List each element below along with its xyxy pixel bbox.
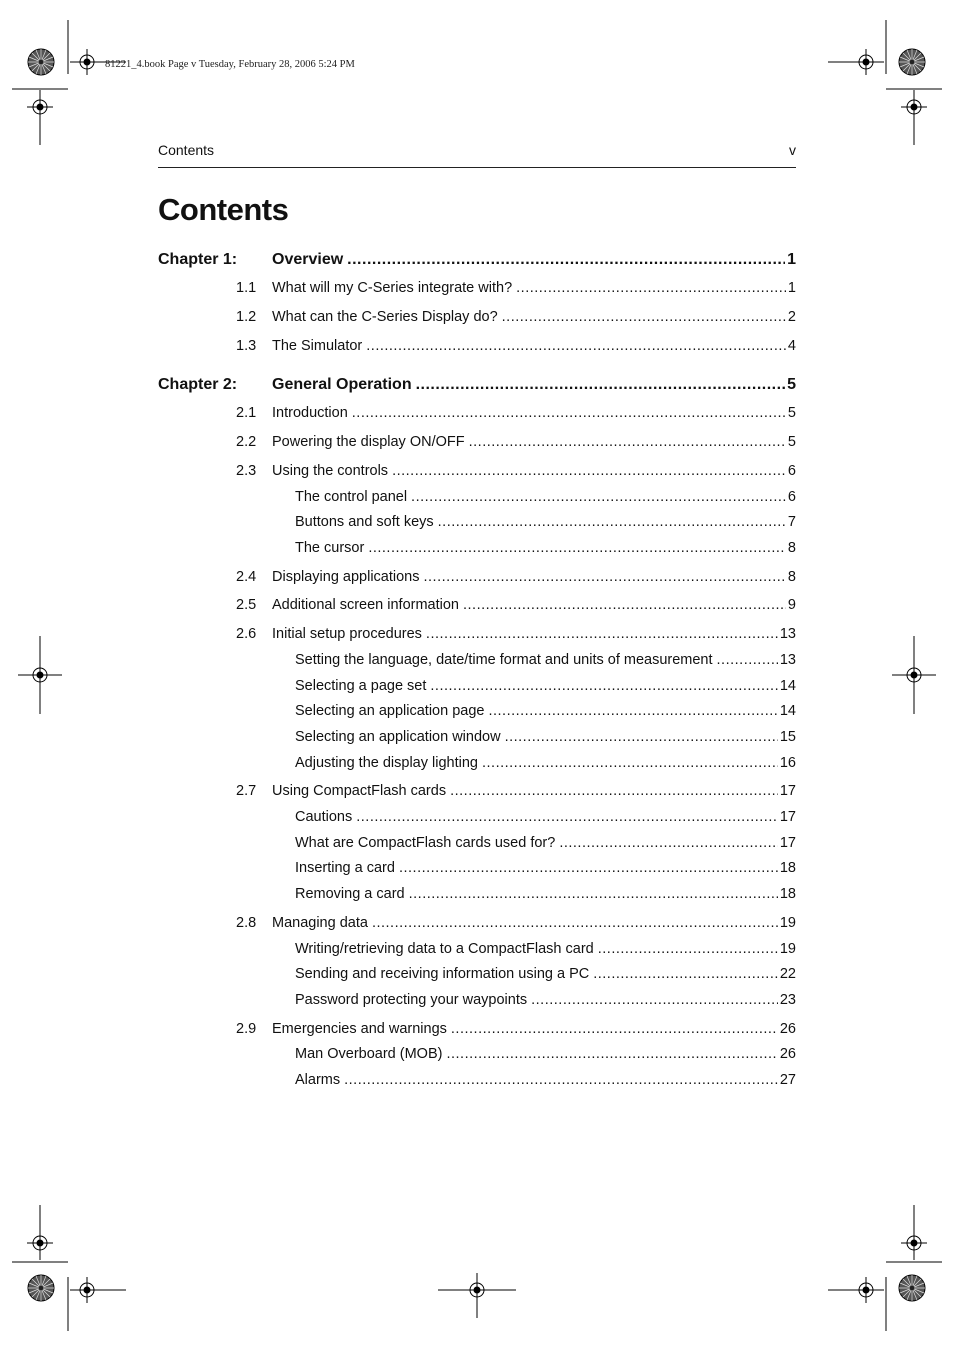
toc-entry-title: Emergencies and warnings <box>272 1021 447 1037</box>
toc-dot-leader <box>469 434 786 450</box>
toc-entry-link[interactable] <box>272 597 796 613</box>
toc-entry-page-number: 16 <box>779 755 796 771</box>
toc-dot-leader <box>446 1046 777 1062</box>
toc-entry-number: 1.3 <box>236 338 257 354</box>
toc-entry-page-number: 19 <box>779 915 796 931</box>
toc-dot-leader <box>450 783 778 799</box>
printer-slug: 81221_4.book Page v Tuesday, February 28, 2006 5:24 PM <box>105 59 355 70</box>
toc-section-row[interactable] <box>158 1021 796 1043</box>
toc-subsection-row[interactable] <box>158 966 796 988</box>
toc-section-row[interactable] <box>158 463 796 485</box>
toc-entry-page-number: 15 <box>779 729 796 745</box>
toc-entry-number: 2.7 <box>236 783 257 799</box>
toc-entry-link[interactable] <box>295 1046 796 1062</box>
toc-entry-link[interactable] <box>272 1021 796 1037</box>
toc-section-row[interactable] <box>158 280 796 302</box>
toc-entry-title: Using the controls <box>272 463 389 479</box>
toc-entry-number: 2.9 <box>236 1021 257 1037</box>
toc-dot-leader <box>516 280 786 296</box>
toc-entry-page-number: 8 <box>787 569 796 585</box>
toc-subsection-row[interactable] <box>158 860 796 882</box>
toc-subsection-row[interactable] <box>158 514 796 536</box>
toc-entry-page-number: 7 <box>787 514 796 530</box>
toc-entry-link[interactable] <box>295 1072 796 1088</box>
toc-entry-link[interactable] <box>295 886 796 902</box>
toc-dot-leader <box>717 652 778 668</box>
toc-entry-link[interactable] <box>295 652 796 668</box>
running-header <box>158 141 796 168</box>
toc-subsection-row[interactable] <box>158 489 796 511</box>
toc-entry-page-number: 5 <box>787 405 796 421</box>
toc-dot-leader <box>372 915 778 931</box>
toc-entry-link[interactable] <box>295 729 796 745</box>
toc-entry-title: Selecting an application page <box>295 703 485 719</box>
toc-entry-page-number: 13 <box>779 626 796 642</box>
toc-dot-leader <box>411 489 786 505</box>
toc-subsection-row[interactable] <box>158 540 796 562</box>
toc-entry-title: Selecting a page set <box>295 678 427 694</box>
toc-entry-page-number: 9 <box>787 597 796 613</box>
toc-dot-leader <box>488 703 777 719</box>
toc-dot-leader <box>347 251 785 269</box>
toc-entry-number: 2.2 <box>236 434 257 450</box>
toc-section-row[interactable] <box>158 405 796 427</box>
toc-entry-title: Sending and receiving information using a PC <box>295 966 590 982</box>
toc-subsection-row[interactable] <box>158 703 796 725</box>
toc-entry-title: Setting the language, date/time format and units of measurement <box>295 652 713 668</box>
toc-entry-page-number: 2 <box>787 309 796 325</box>
toc-dot-leader <box>416 376 786 394</box>
toc-entry-number: 2.8 <box>236 915 257 931</box>
toc-entry-link[interactable] <box>272 569 796 585</box>
toc-section-row[interactable] <box>158 783 796 805</box>
toc-entry-title: Additional screen information <box>272 597 459 613</box>
running-header-page-number: v <box>789 142 796 158</box>
toc-entry-page-number: 23 <box>779 992 796 1008</box>
toc-dot-leader <box>593 966 778 982</box>
toc-entry-page-number: 26 <box>779 1021 796 1037</box>
toc-entry-page-number: 8 <box>787 540 796 556</box>
toc-dot-leader <box>482 755 778 771</box>
toc-entry-number: 2.1 <box>236 405 257 421</box>
toc-dot-leader <box>598 941 778 957</box>
toc-entry-link[interactable] <box>295 489 796 505</box>
toc-entry-title: Adjusting the display lighting <box>295 755 478 771</box>
toc-dot-leader <box>366 338 786 354</box>
toc-entry-title: Introduction <box>272 405 348 421</box>
toc-entry-link[interactable] <box>272 434 796 450</box>
toc-section-row[interactable] <box>158 434 796 456</box>
toc-entry-page-number: 17 <box>779 809 796 825</box>
toc-subsection-row[interactable] <box>158 1046 796 1068</box>
toc-entry-link[interactable] <box>272 626 796 642</box>
toc-dot-leader <box>463 597 786 613</box>
toc-dot-leader <box>352 405 786 421</box>
toc-entry-link[interactable] <box>295 835 796 851</box>
toc-subsection-row[interactable] <box>158 809 796 831</box>
toc-dot-leader <box>451 1021 778 1037</box>
toc-section-row[interactable] <box>158 626 796 648</box>
toc-entry-page-number: 27 <box>779 1072 796 1088</box>
toc-chapter-row[interactable] <box>158 376 796 398</box>
toc-dot-leader <box>399 860 778 876</box>
toc-entry-title: Removing a card <box>295 886 405 902</box>
toc-entry-title: Buttons and soft keys <box>295 514 434 530</box>
toc-dot-leader <box>559 835 778 851</box>
toc-dot-leader <box>505 729 778 745</box>
page-title: Contents <box>158 192 289 227</box>
toc-subsection-row[interactable] <box>158 835 796 857</box>
toc-section-row[interactable] <box>158 309 796 331</box>
toc-entry-title: Overview <box>272 251 344 268</box>
toc-entry-page-number: 4 <box>787 338 796 354</box>
toc-entry-page-number: 19 <box>779 941 796 957</box>
toc-dot-leader <box>531 992 778 1008</box>
toc-entry-page-number: 6 <box>787 489 796 505</box>
toc-subsection-row[interactable] <box>158 755 796 777</box>
toc-entry-title: Powering the display ON/OFF <box>272 434 465 450</box>
toc-entry-link[interactable] <box>272 309 796 325</box>
toc-entry-number: 2.3 <box>236 463 257 479</box>
toc-entry-link[interactable] <box>295 703 796 719</box>
toc-dot-leader <box>409 886 778 902</box>
toc-entry-page-number: 17 <box>779 835 796 851</box>
toc-entry-link[interactable] <box>295 860 796 876</box>
toc-entry-link[interactable] <box>272 251 796 269</box>
toc-entry-title: Displaying applications <box>272 569 420 585</box>
toc-entry-page-number: 14 <box>779 703 796 719</box>
toc-entry-link[interactable] <box>295 809 796 825</box>
toc-entry-title: The control panel <box>295 489 408 505</box>
toc-entry-title: Using CompactFlash cards <box>272 783 447 799</box>
toc-dot-leader <box>368 540 786 556</box>
toc-entry-title: Selecting an application window <box>295 729 501 745</box>
toc-entry-link[interactable] <box>272 463 796 479</box>
toc-entry-page-number: 5 <box>787 376 796 393</box>
toc-entry-title: General Operation <box>272 376 412 393</box>
toc-subsection-row[interactable] <box>158 886 796 908</box>
toc-section-row[interactable] <box>158 338 796 360</box>
toc-subsection-row[interactable] <box>158 941 796 963</box>
toc-dot-leader <box>356 809 778 825</box>
toc-entry-title: The Simulator <box>272 338 363 354</box>
toc-dot-leader <box>424 569 786 585</box>
toc-entry-number: 1.2 <box>236 309 257 325</box>
toc-entry-link[interactable] <box>295 514 796 530</box>
toc-entry-title: What will my C-Series integrate with? <box>272 280 513 296</box>
toc-subsection-row[interactable] <box>158 678 796 700</box>
toc-entry-link[interactable] <box>295 678 796 694</box>
toc-subsection-row[interactable] <box>158 652 796 674</box>
toc-entry-page-number: 5 <box>787 434 796 450</box>
toc-entry-number: Chapter 2: <box>158 376 238 393</box>
toc-entry-page-number: 18 <box>779 886 796 902</box>
toc-entry-page-number: 22 <box>779 966 796 982</box>
toc-entry-link[interactable] <box>295 540 796 556</box>
toc-entry-title: Managing data <box>272 915 368 931</box>
toc-section-row[interactable] <box>158 915 796 937</box>
toc-entry-title: Writing/retrieving data to a CompactFlash card <box>295 941 594 957</box>
toc-entry-title: What are CompactFlash cards used for? <box>295 835 556 851</box>
toc-dot-leader <box>344 1072 778 1088</box>
toc-entry-link[interactable] <box>295 992 796 1008</box>
toc-entry-number: 2.5 <box>236 597 257 613</box>
toc-dot-leader <box>430 678 777 694</box>
toc-dot-leader <box>502 309 786 325</box>
toc-entry-page-number: 18 <box>779 860 796 876</box>
toc-entry-number: 2.6 <box>236 626 257 642</box>
toc-entry-title: Alarms <box>295 1072 341 1088</box>
toc-entry-title: Cautions <box>295 809 353 825</box>
toc-entry-link[interactable] <box>295 755 796 771</box>
running-header-title: Contents <box>158 142 215 158</box>
toc-entry-page-number: 14 <box>779 678 796 694</box>
toc-entry-page-number: 17 <box>779 783 796 799</box>
toc-entry-link[interactable] <box>272 376 796 394</box>
toc-entry-link[interactable] <box>272 915 796 931</box>
toc-entry-title: Password protecting your waypoints <box>295 992 528 1008</box>
toc-entry-link[interactable] <box>295 941 796 957</box>
toc-entry-link[interactable] <box>272 280 796 296</box>
toc-entry-page-number: 13 <box>779 652 796 668</box>
toc-entry-link[interactable] <box>272 338 796 354</box>
toc-subsection-row[interactable] <box>158 992 796 1014</box>
toc-entry-title: Inserting a card <box>295 860 395 876</box>
toc-entry-page-number: 1 <box>787 280 796 296</box>
toc-entry-page-number: 26 <box>779 1046 796 1062</box>
toc-section-row[interactable] <box>158 597 796 619</box>
toc-chapter-row[interactable] <box>158 251 796 273</box>
toc-subsection-row[interactable] <box>158 1072 796 1094</box>
toc-entry-link[interactable] <box>295 966 796 982</box>
toc-entry-title: What can the C-Series Display do? <box>272 309 498 325</box>
toc-entry-page-number: 1 <box>787 251 796 268</box>
toc-dot-leader <box>426 626 778 642</box>
toc-entry-number: 1.1 <box>236 280 257 296</box>
toc-subsection-row[interactable] <box>158 729 796 751</box>
toc-entry-title: Initial setup procedures <box>272 626 422 642</box>
toc-entry-page-number: 6 <box>787 463 796 479</box>
toc-dot-leader <box>392 463 786 479</box>
toc-entry-number: Chapter 1: <box>158 251 238 268</box>
toc-entry-number: 2.4 <box>236 569 257 585</box>
toc-entry-link[interactable] <box>272 405 796 421</box>
toc-entry-link[interactable] <box>272 783 796 799</box>
toc-entry-title: The cursor <box>295 540 365 556</box>
toc-dot-leader <box>438 514 786 530</box>
toc-entry-title: Man Overboard (MOB) <box>295 1046 443 1062</box>
toc-section-row[interactable] <box>158 569 796 591</box>
